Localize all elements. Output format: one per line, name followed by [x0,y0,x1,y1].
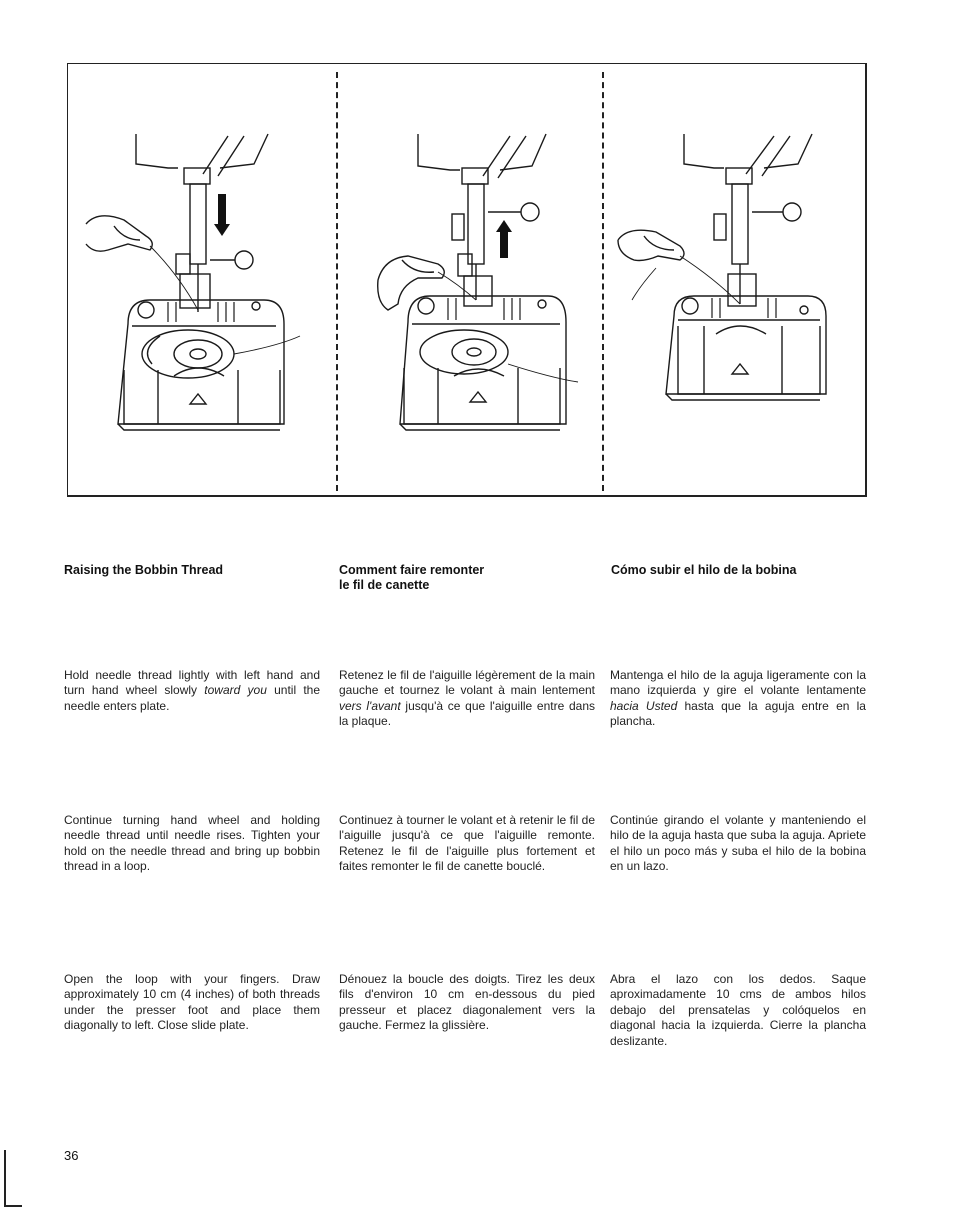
bobbin-icon [604,64,866,494]
illustration-panel-2 [338,64,602,495]
paragraph-en-3-text: Open the loop with your fingers. Draw approximately 10 cm (4 inches) of both threads under the presser foot and place them diagonally to left. Close slide plate. [64,972,320,1033]
heading-spanish [611,563,871,578]
heading-english [64,563,324,578]
scan-edge-mark-vertical [4,1150,6,1206]
illustration-panel-1 [68,64,336,495]
sewing-machine-needle-icon [68,64,336,494]
heading-french [339,563,599,593]
paragraph-es-2-text: Continúe girando el volante y manteniendo el hilo de la aguja hasta que suba la aguja. Apriete el hilo un poco más y suba el hilo de la bobina en un lazo. [610,813,866,874]
paragraph-es-2 [610,813,866,875]
paragraph-es-1-a: Mantenga el hilo de la aguja ligeramente con la mano izquierda y gire el volante lentamente [610,668,866,698]
paragraph-es-1-italic: hacia Usted [610,698,678,713]
paragraph-fr-1 [339,668,595,730]
paragraph-fr-3-text: Dénouez la boucle des doigts. Tirez les deux fils d'environ 10 cm en-dessous du pied presseur et placez diagonalement vers la gauche. Fermez la glissière. [339,972,595,1033]
paragraph-fr-2 [339,813,595,875]
scan-edge-mark-horizontal [4,1205,22,1207]
paragraph-es-3-text: Abra el lazo con los dedos. Saque aproximadamente 10 cms de ambos hilos debajo del prensatelas y colóquelos en diagonal hacia la izquierda. Cierre la plancha deslizante. [610,972,866,1048]
heading-english-text: Raising the Bobbin Thread [64,563,224,577]
illustration-frame [67,63,867,497]
paragraph-en-1-a: Hold needle thread lightly with left hand and turn hand wheel slowly [64,668,320,698]
paragraph-en-1-italic: toward you [204,683,267,698]
paragraph-en-2-text: Continue turning hand wheel and holding needle thread until needle rises. Tighten your hold on the needle thread and bring up bobbin thread in a loop. [64,813,320,874]
paragraph-en-1 [64,668,320,714]
hand-icon [338,64,602,494]
paragraph-en-3 [64,972,320,1034]
paragraph-fr-1-italic: vers l'avant [339,698,401,713]
paragraph-fr-1-a: Retenez le fil de l'aiguille légèrement de la main gauche et tournez le volant à main lentement [339,668,595,698]
up-arrow-icon [496,220,512,258]
paragraph-fr-3 [339,972,595,1034]
heading-spanish-text: Cómo subir el hilo de la bobina [611,563,797,577]
paragraph-es-1 [610,668,866,730]
down-arrow-icon [214,194,230,236]
paragraph-fr-1-c: jusqu'à ce que l'aiguille entre dans la plaque. [339,698,595,729]
paragraph-en-2 [64,813,320,875]
page-number: 36 [64,1148,79,1163]
paragraph-fr-2-text: Continuez à tourner le volant et à retenir le fil de l'aiguille jusqu'à ce que l'aiguille remonte. Retenez le fil de l'aiguille plus fortement et faites remonter le fil de canette bouclé. [339,813,595,874]
heading-french-line-1: Comment faire remonter [339,563,485,577]
paragraph-es-1-c: hasta que la aguja entre en la plancha. [610,698,866,729]
heading-french-line-2: le fil de canette [339,578,430,592]
paragraph-es-3 [610,972,866,1049]
illustration-panel-3 [604,64,866,495]
paragraph-en-1-c: until the needle enters plate. [64,683,321,713]
